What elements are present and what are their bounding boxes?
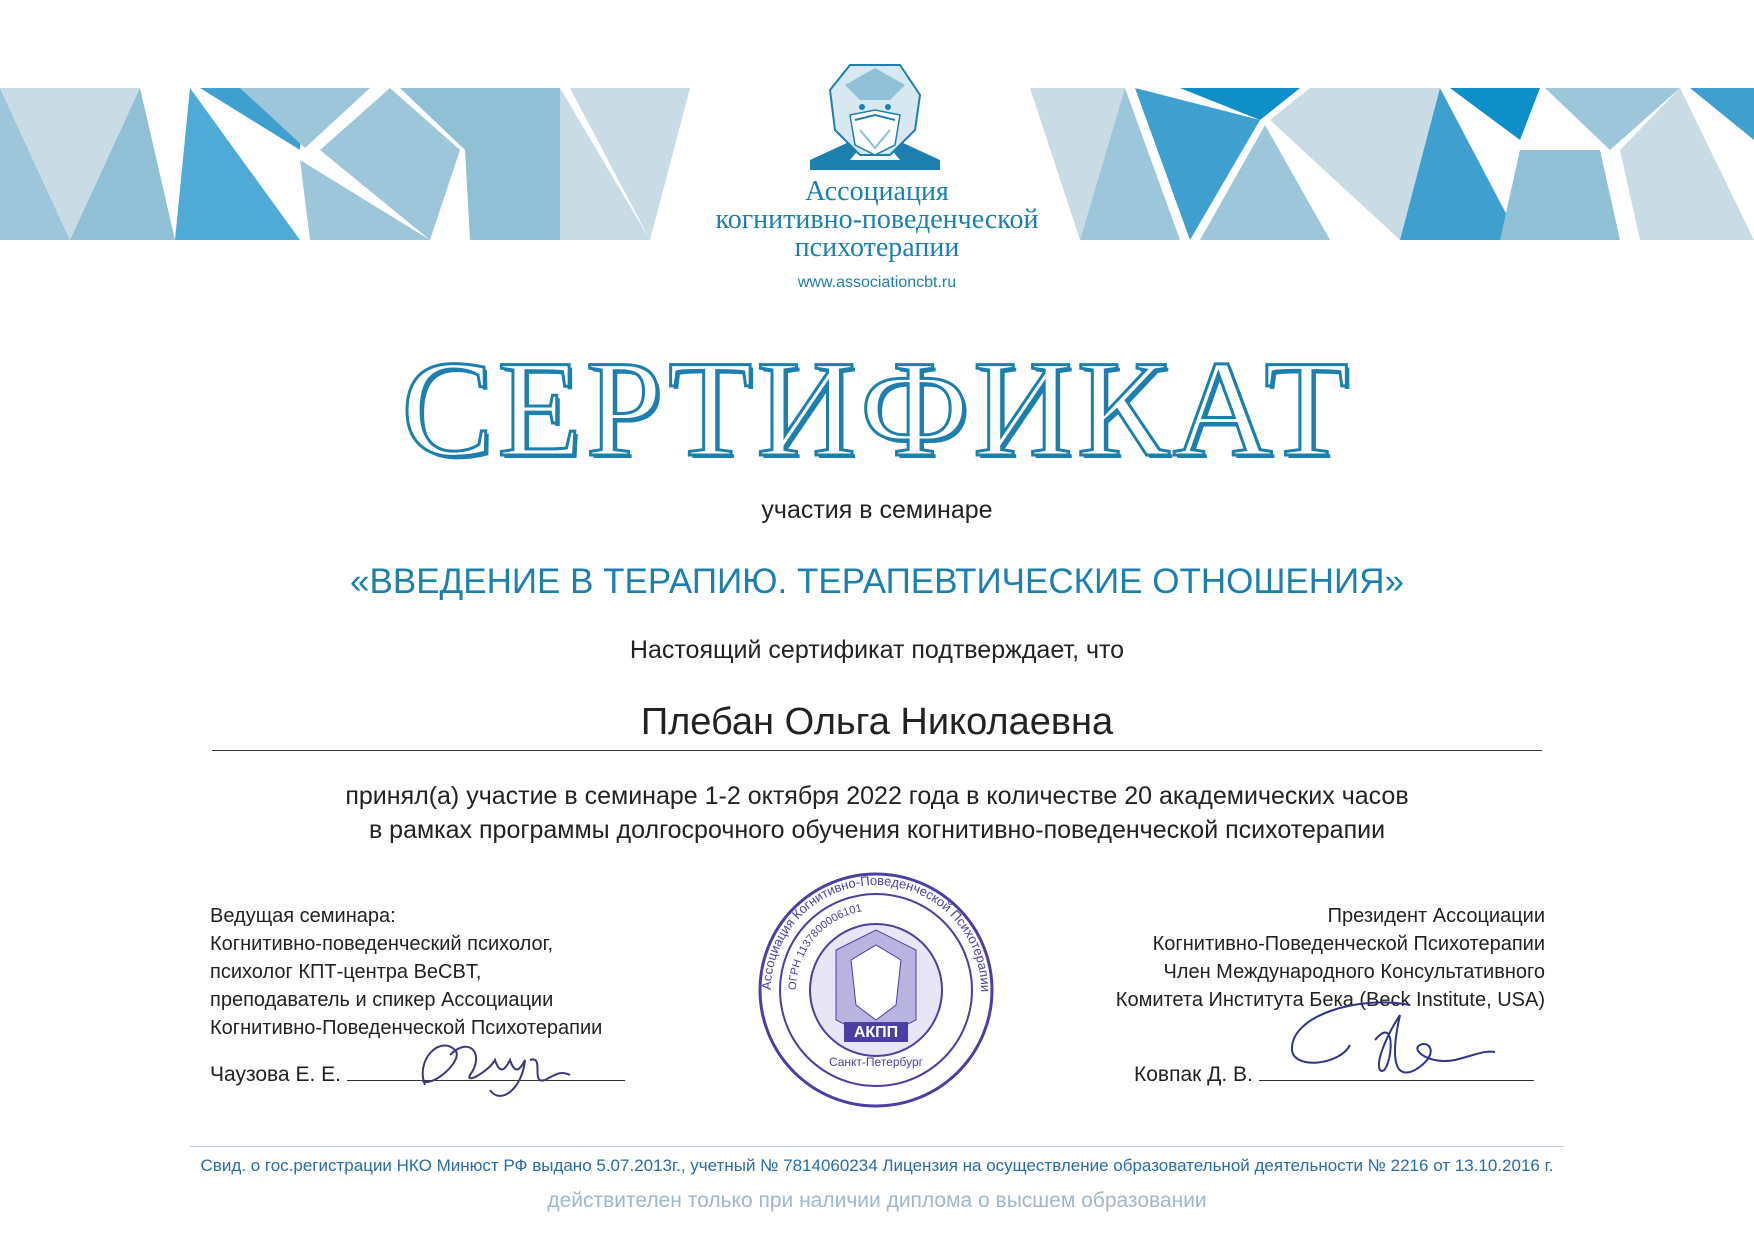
president-signer-name: Ковпак Д. В.	[1134, 1063, 1253, 1086]
lead-line-3: психолог КПТ-центра BeCBT,	[210, 961, 482, 983]
president-line-2: Когнитивно-Поведенческой Психотерапии	[1152, 933, 1545, 955]
stamp-city-text: Санкт-Петербург	[828, 1055, 924, 1069]
lead-line-1: Ведущая семинара:	[210, 905, 396, 927]
seminar-name: «ВВЕДЕНИЕ В ТЕРАПИЮ. ТЕРАПЕВТИЧЕСКИЕ ОТНОШЕНИЯ»	[350, 562, 1404, 601]
association-stamp	[756, 870, 996, 1110]
president-signature-image	[1280, 990, 1530, 1100]
pavlov-portrait-icon	[790, 60, 960, 170]
president-line-3: Член Международного Консультативного	[1163, 961, 1545, 983]
description-line-2: в рамках программы долгосрочного обучения когнитивно-поведенческой психотерапии	[368, 816, 1386, 844]
stamp-inner-text: ОГРН 1137800006101	[786, 902, 863, 991]
recipient-underline	[212, 750, 1542, 751]
banner-shape	[1450, 88, 1540, 140]
lead-signer-name: Чаузова Е. Е.	[210, 1063, 341, 1086]
lead-line-5: Когнитивно-Поведенческой Психотерапии	[210, 1017, 603, 1039]
certificate-subtitle: участия в семинаре	[761, 496, 993, 524]
org-name-line-3: психотерапии	[794, 232, 960, 263]
description-line-1: принял(а) участие в семинаре 1-2 октября 2022 года в количестве 20 академических часов	[345, 782, 1409, 810]
association-name	[577, 178, 1177, 262]
lead-line-2: Когнитивно-поведенческий психолог,	[210, 933, 554, 955]
association-url[interactable]: www.associationcbt.ru	[797, 274, 957, 291]
stamp-center-text: АКПП	[853, 1024, 899, 1041]
association-logo	[790, 60, 960, 170]
participation-description	[177, 779, 1577, 847]
lead-line-4: преподаватель и спикер Ассоциации	[210, 989, 554, 1011]
certificate-title: СЕРТИФИКАТ	[401, 332, 1353, 485]
banner-shape	[1500, 150, 1620, 240]
footer-note: действителен только при наличии диплома о высшем образовании	[547, 1189, 1207, 1212]
lead-signature-image	[410, 1030, 610, 1120]
stamp-outer-text: Ассоциация Когнитивно-Поведенческой Психотерапии	[758, 872, 994, 993]
recipient-name: Плебан Ольга Николаевна	[640, 701, 1114, 743]
seminar-lead-block	[210, 902, 602, 1042]
president-line-1: Президент Ассоциации	[1327, 905, 1545, 927]
org-name-line-1: Ассоциация	[805, 176, 949, 207]
org-name-line-2: когнитивно-поведенческой	[715, 204, 1039, 235]
confirm-text: Настоящий сертификат подтверждает, что	[629, 636, 1125, 664]
president-line-4: Комитета Института Бека (Beck Institute, USA)	[1115, 989, 1545, 1011]
footer-registration: Свид. о гос.регистрации НКО Минюст РФ выдано 5.07.2013г., учетный № 7814060234 Лицензия на осуществление образовательной деятельности № 2216 от 13.10.2016 г.	[200, 1156, 1554, 1175]
footer-divider	[190, 1146, 1564, 1147]
